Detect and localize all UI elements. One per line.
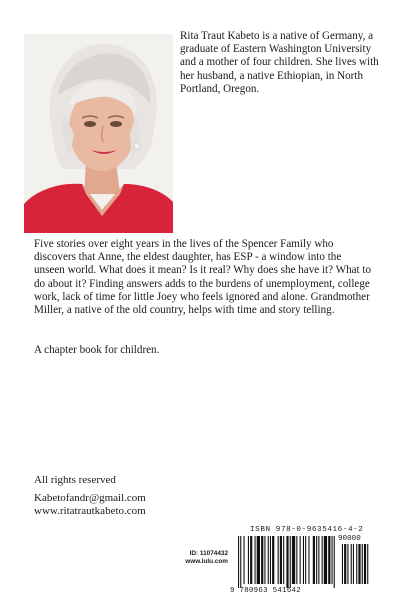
contact-email: Kabetofandr@gmail.com [34,492,146,504]
isbn-barcode [230,526,380,596]
book-description: Five stories over eight years in the lives of the Spencer Family who discovers that Anne, the eldest daughter, has ESP - a window into the unseen world. What does it mean? Is it real? Why does she have it? What to do about it? Finding answers adds to the burdens of unemployment, college work, lack of time for little Joey who feels ignored and alone. Grandmother Miller, a native of the old country, helps with time and story telling. [34,238,372,317]
barcode-bar [313,536,315,584]
barcode-bar [292,536,295,584]
barcode-bar [290,536,291,588]
barcode-bar [261,536,263,584]
barcode-bar [240,536,241,588]
barcode-bar [272,536,274,584]
contact-website: www.ritatrautkabeto.com [34,505,146,517]
addon-bar [367,544,368,584]
barcode-bar [264,536,265,584]
barcode-bar [300,536,301,584]
barcode-bar [255,536,256,584]
author-bio: Rita Traut Kabeto is a native of Germany, a graduate of Eastern Washington University and a mother of four children. She lives with her husband, a native Ethiopian, in North Portland, Oregon. [180,30,379,95]
rights-notice: All rights reserved [34,474,116,486]
addon-bar [356,544,357,584]
isbn-label: ISBN 978-0-9635416-4-2 [250,526,364,534]
addon-bar [347,544,348,584]
barcode-bar [268,536,269,584]
barcode-bar [238,536,239,588]
barcode-bar [318,536,319,584]
addon-bar [362,544,363,584]
barcode-bar [332,536,333,584]
price-code: 90000 [338,535,361,543]
barcode-bar [303,536,304,584]
barcode-bar [270,536,271,584]
barcode-bar [296,536,297,584]
genre-note: A chapter book for children. [34,344,160,356]
publisher-id-block [170,550,228,566]
addon-bar [351,544,352,584]
barcode-bar [328,536,330,584]
author-photo [24,34,173,233]
contact-info [34,492,146,518]
barcode-digits: 9 780963 541642 [230,587,302,595]
barcode-bar [322,536,323,584]
addon-bar [353,544,354,584]
barcode-bar [257,536,260,584]
barcode-bar [278,536,279,584]
barcode-bar [286,536,288,588]
barcode-bar [250,536,252,584]
addon-bar [344,544,346,584]
barcode-bar [248,536,249,584]
barcode-bars [230,536,380,588]
barcode-bar [308,536,309,584]
publisher-site: www.lulu.com [185,558,228,565]
publisher-id: ID: 11074432 [189,550,228,557]
barcode-bar [244,536,245,584]
barcode-bar [280,536,282,584]
barcode-bar [334,536,335,588]
barcode-bar [283,536,284,584]
addon-bar [364,544,366,584]
addon-bar [358,544,360,584]
barcode-bar [305,536,306,584]
addon-bar [342,544,343,584]
barcode-bar [324,536,327,584]
barcode-bar [316,536,317,584]
